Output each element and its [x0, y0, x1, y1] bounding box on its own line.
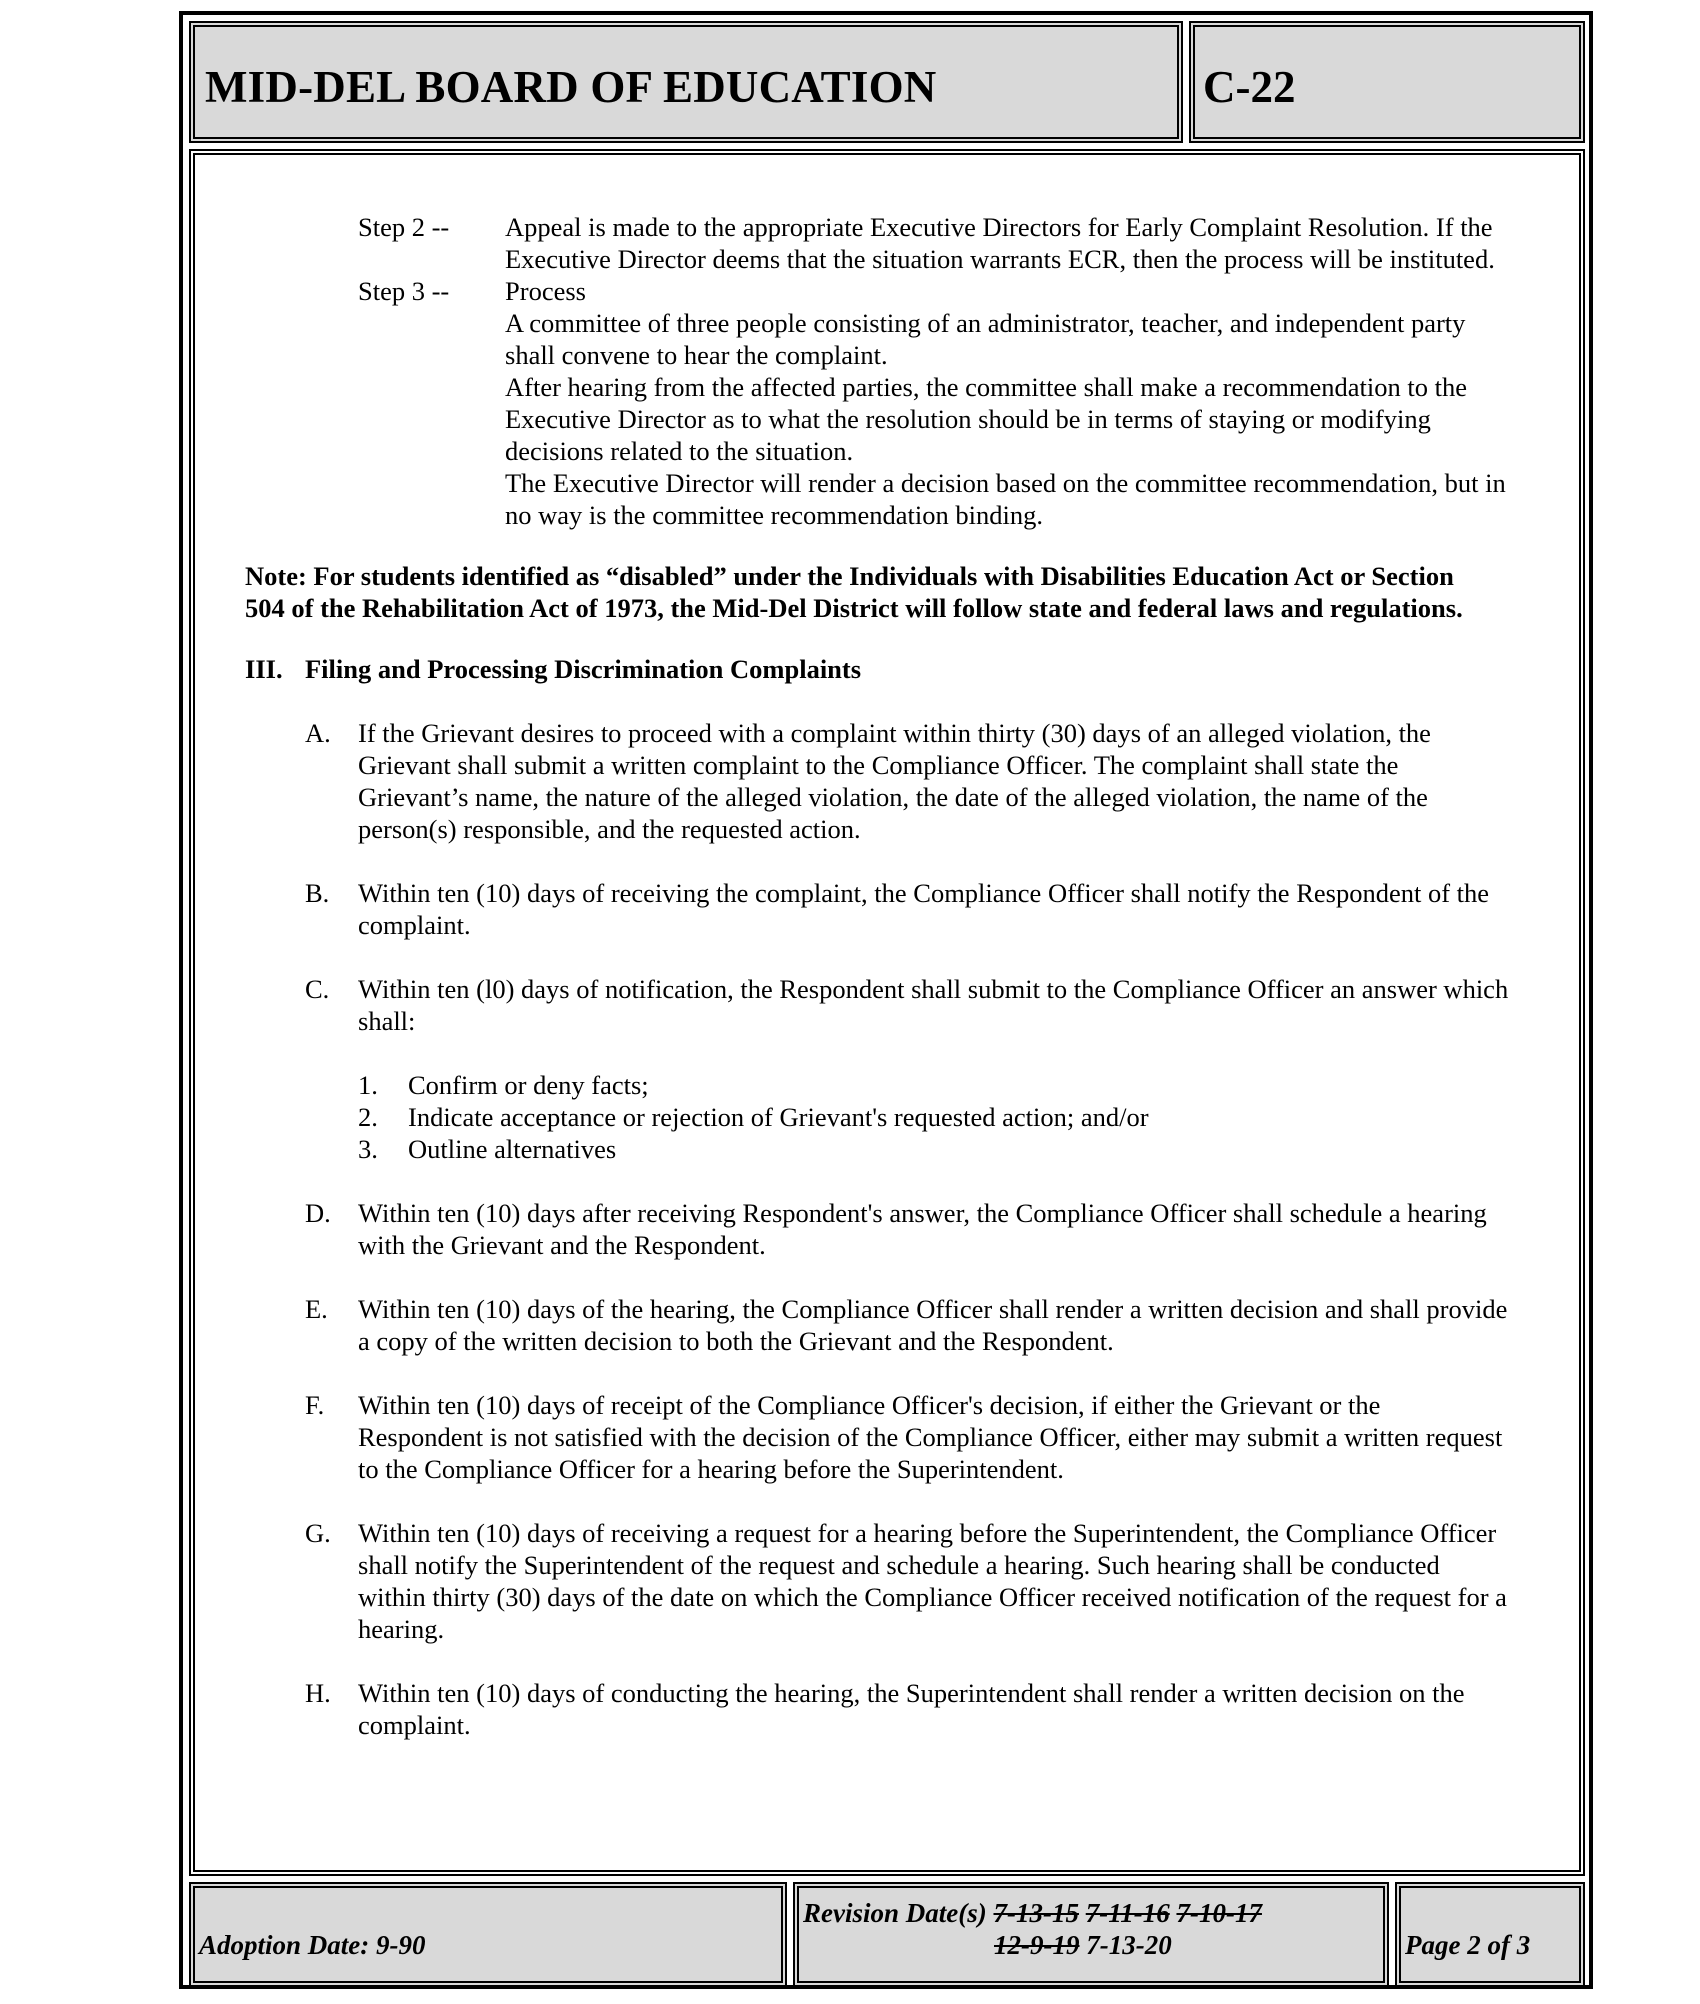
note-line: 504 of the Rehabilitation Act of 1973, the Mid-Del District will follow state and federal laws and regulations. [245, 593, 1463, 623]
note-line: Note: For students identified as “disabled” under the Individuals with Disabilities Education Act or Section [245, 561, 1454, 591]
subitem-text: Indicate acceptance or rejection of Grievant's requested action; and/or [408, 1102, 1149, 1132]
revision-line-1 [803, 1898, 1262, 1929]
list-item-letter: H. [305, 1678, 331, 1708]
list-item-text-line: If the Grievant desires to proceed with a complaint within thirty (30) days of an alleged violation, the [358, 718, 1431, 748]
list-item-text-line: complaint. [358, 1710, 471, 1740]
document-body [189, 149, 1585, 1876]
step-text-line: Executive Director as to what the resolution should be in terms of staying or modifying [505, 404, 1431, 434]
list-item-letter: E. [305, 1294, 328, 1324]
subitem-number: 3. [358, 1134, 378, 1164]
step-text-line: Executive Director deems that the situation warrants ECR, then the process will be instituted. [505, 244, 1495, 274]
section-number: III. [245, 654, 283, 684]
list-item-text-line: Respondent is not satisfied with the decision of the Compliance Officer, either may submit a written request [358, 1422, 1503, 1452]
list-item-text-line: Within ten (10) days of conducting the hearing, the Superintendent shall render a written decision on the [358, 1678, 1465, 1708]
list-item-text-line: within thirty (30) days of the date on which the Compliance Officer received notification of the request for a [358, 1582, 1507, 1612]
step-text-line: A committee of three people consisting of an administrator, teacher, and independent party [505, 308, 1466, 338]
list-item-text-line: Grievant’s name, the nature of the alleged violation, the date of the alleged violation, the name of the [358, 782, 1428, 812]
page-title: MID-DEL BOARD OF EDUCATION [205, 62, 937, 112]
list-item-letter: G. [305, 1518, 331, 1548]
revision-line-2 [994, 1930, 1172, 1961]
list-item-text-line: shall notify the Superintendent of the request and schedule a hearing. Such hearing shall be conducted [358, 1550, 1440, 1580]
revision-current: 7-13-20 [1086, 1930, 1172, 1960]
revision-label: Revision Date(s) [803, 1898, 987, 1928]
step-label: Step 2 -- [358, 212, 450, 242]
step-text-line: After hearing from the affected parties, the committee shall make a recommendation to the [505, 372, 1467, 402]
step-text-line: Appeal is made to the appropriate Executive Directors for Early Complaint Resolution. If the [505, 212, 1493, 242]
step-text-line: The Executive Director will render a decision based on the committee recommendation, but in [505, 468, 1506, 498]
list-item-letter: C. [305, 974, 330, 1004]
list-item-text-line: with the Grievant and the Respondent. [358, 1230, 766, 1260]
footer-adoption-box [189, 1882, 787, 1987]
page-number: Page 2 of 3 [1405, 1930, 1531, 1960]
subitem-number: 2. [358, 1102, 378, 1132]
header-title-box [189, 21, 1183, 143]
step-text-line: decisions related to the situation. [505, 436, 854, 466]
list-item-text-line: shall: [358, 1006, 416, 1036]
list-item-text-line: Within ten (10) days of receiving a request for a hearing before the Superintendent, the Compliance Officer [358, 1518, 1497, 1548]
header-code-box [1189, 21, 1585, 143]
document-frame [179, 11, 1593, 1989]
list-item-text-line: Within ten (l0) days of notification, the Respondent shall submit to the Compliance Officer an answer which [358, 974, 1509, 1004]
revision-struck-1: 7-13-15 [993, 1898, 1079, 1928]
list-item-text-line: Within ten (10) days after receiving Respondent's answer, the Compliance Officer shall schedule a hearing [358, 1198, 1487, 1228]
list-item-text-line: Within ten (10) days of receipt of the Compliance Officer's decision, if either the Grievant or the [358, 1390, 1381, 1420]
adoption-date: Adoption Date: 9-90 [199, 1930, 426, 1960]
section-title: Filing and Processing Discrimination Complaints [305, 654, 862, 684]
list-item-text-line: Within ten (10) days of the hearing, the Compliance Officer shall render a written decision and shall provide [358, 1294, 1508, 1324]
subitem-text: Outline alternatives [408, 1134, 617, 1164]
revision-struck-3: 7-10-17 [1176, 1898, 1262, 1928]
list-item-text-line: a copy of the written decision to both the Grievant and the Respondent. [358, 1326, 1114, 1356]
list-item-text-line: Grievant shall submit a written complaint to the Compliance Officer. The complaint shall state the [358, 750, 1399, 780]
list-item-text-line: hearing. [358, 1614, 445, 1644]
step-text-line: no way is the committee recommendation binding. [505, 500, 1043, 530]
list-item-text-line: to the Compliance Officer for a hearing before the Superintendent. [358, 1454, 1064, 1484]
step-text-line: shall convene to hear the complaint. [505, 340, 888, 370]
list-item-letter: A. [305, 718, 331, 748]
step-text-line: Process [505, 276, 586, 306]
list-item-letter: D. [305, 1198, 331, 1228]
revision-struck-2: 7-11-16 [1085, 1898, 1170, 1928]
list-item-letter: F. [305, 1390, 325, 1420]
list-item-text-line: person(s) responsible, and the requested action. [358, 814, 861, 844]
subitem-number: 1. [358, 1070, 378, 1100]
step-label: Step 3 -- [358, 276, 450, 306]
list-item-text-line: Within ten (10) days of receiving the complaint, the Compliance Officer shall notify the Respondent of the [358, 878, 1490, 908]
subitem-text: Confirm or deny facts; [408, 1070, 649, 1100]
footer-revision-box [793, 1882, 1389, 1987]
revision-struck-4: 12-9-19 [994, 1930, 1080, 1960]
policy-code: C-22 [1203, 62, 1296, 112]
list-item-letter: B. [305, 878, 330, 908]
list-item-text-line: complaint. [358, 910, 471, 940]
footer-page-box [1395, 1882, 1585, 1987]
